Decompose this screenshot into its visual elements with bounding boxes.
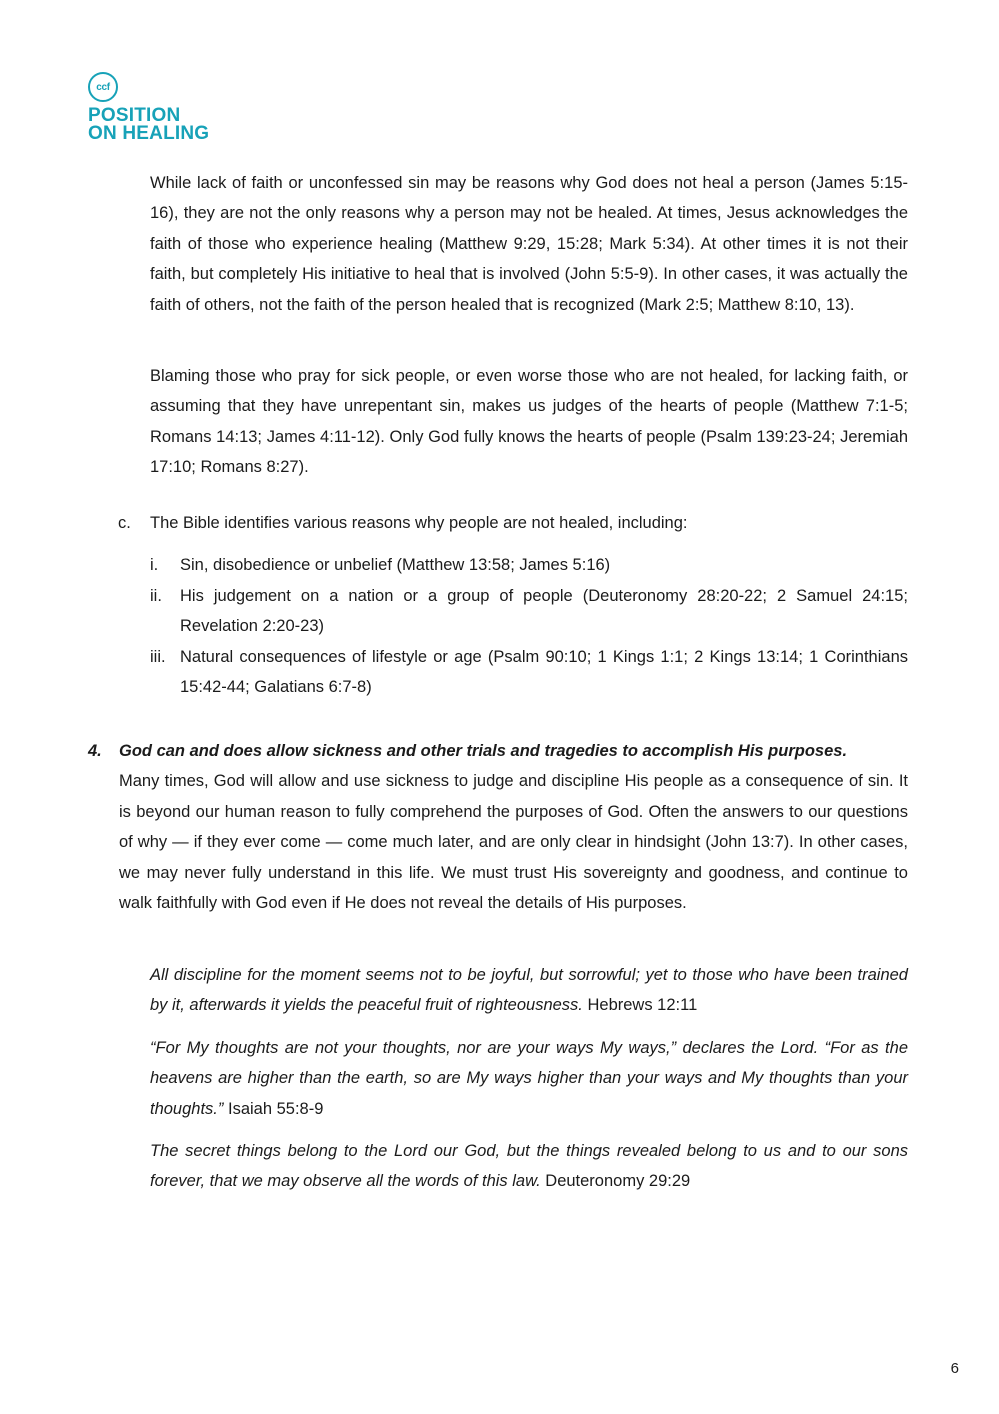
sub-list-marker: ii. bbox=[150, 586, 162, 605]
ccf-logo bbox=[88, 72, 118, 102]
section-heading bbox=[88, 736, 908, 766]
list-item-c bbox=[118, 508, 908, 538]
sub-list-marker: i. bbox=[150, 556, 159, 575]
sub-list-item bbox=[150, 581, 908, 642]
sub-list-item bbox=[150, 550, 908, 580]
scripture-quote bbox=[150, 1136, 908, 1197]
title-line-2: ON HEALING bbox=[88, 123, 210, 144]
title-line-1: POSITION bbox=[88, 105, 181, 126]
sub-list-text: Sin, disobedience or unbelief (Matthew 13:58; James 5:16) bbox=[180, 556, 611, 575]
scripture-quote bbox=[150, 1033, 908, 1124]
paragraph-text: While lack of faith or unconfessed sin may be reasons why God does not heal a person (James 5:15-16), they are not the only reasons why a person may not be healed. At times, Jesus acknowledges the faith of those who experience healing (Matthew 9:29, 15:28; Mark 5:34). At other times it is not their faith, but completely His initiative to heal that is involved (John 5:5-9). In other cases, it was actually the faith of others, not the faith of the person healed that is recognized (Mark 2:5; Matthew 8:10, 13). bbox=[150, 174, 908, 314]
paragraph-text: Blaming those who pray for sick people, or even worse those who are not healed, for lacking faith, or assuming that they have unrepentant sin, makes us judges of the hearts of people (Matthew 7:1-5; Romans 14:13; James 4:11-12). Only God fully knows the hearts of people (Psalm 139:23-24; Jeremiah 17:10; Romans 8:27). bbox=[150, 367, 908, 477]
logo-text: ccf bbox=[96, 81, 110, 93]
section-body bbox=[119, 766, 908, 918]
quote-reference: Hebrews 12:11 bbox=[587, 996, 698, 1015]
scripture-quote bbox=[150, 960, 908, 1021]
sub-list bbox=[150, 550, 908, 702]
section-body-text: Many times, God will allow and use sickness to judge and discipline His people as a consequence of sin. It is beyond our human reason to fully comprehend the purposes of God. Often the answers to our questions of why — if they ever come — come much later, and are only clear in hindsight (John 13:7). In other cases, we may never fully understand in this life. We must trust His sovereignty and goodness, and continue to walk faithfully with God even if He does not reveal the details of His purposes. bbox=[119, 772, 908, 913]
list-marker: c. bbox=[118, 514, 131, 532]
page-number: 6 bbox=[950, 1360, 959, 1377]
document-header bbox=[88, 72, 209, 143]
quote-reference: Isaiah 55:8-9 bbox=[227, 1099, 324, 1118]
list-item-text: The Bible identifies various reasons why people are not healed, including: bbox=[150, 514, 688, 532]
quote-text: The secret things belong to the Lord our God, but the things revealed belong to us and to our sons forever, that we may observe all the words of this law. bbox=[150, 1142, 908, 1191]
document-title bbox=[88, 107, 209, 143]
section-heading-text: God can and does allow sickness and other trials and tragedies to accomplish His purposes. bbox=[119, 742, 848, 760]
scripture-quotes bbox=[150, 960, 908, 1209]
paragraph-blaming bbox=[150, 361, 908, 483]
section-4 bbox=[88, 736, 908, 918]
list-reasons-not-healed bbox=[118, 508, 908, 702]
sub-list-text: Natural consequences of lifestyle or age (Psalm 90:10; 1 Kings 1:1; 2 Kings 13:14; 1 Corinthians 15:42-44; Galatians 6:7-8) bbox=[180, 647, 908, 697]
paragraph-faith-reasons bbox=[150, 168, 908, 320]
sub-list-item bbox=[150, 642, 908, 703]
section-number: 4. bbox=[88, 742, 102, 760]
sub-list-text: His judgement on a nation or a group of people (Deuteronomy 28:20-22; 2 Samuel 24:15; Revelation 2:20-23) bbox=[180, 586, 908, 636]
quote-text: All discipline for the moment seems not to be joyful, but sorrowful; yet to those who have been trained by it, afterwards it yields the peaceful fruit of righteousness. bbox=[150, 966, 908, 1015]
sub-list-marker: iii. bbox=[150, 647, 166, 666]
quote-reference: Deuteronomy 29:29 bbox=[545, 1172, 691, 1191]
quote-text: “For My thoughts are not your thoughts, nor are your ways My ways,” declares the Lord. “For as the heavens are higher than the earth, so are My ways higher than your ways and My thoughts than your thoughts.” bbox=[150, 1038, 908, 1118]
